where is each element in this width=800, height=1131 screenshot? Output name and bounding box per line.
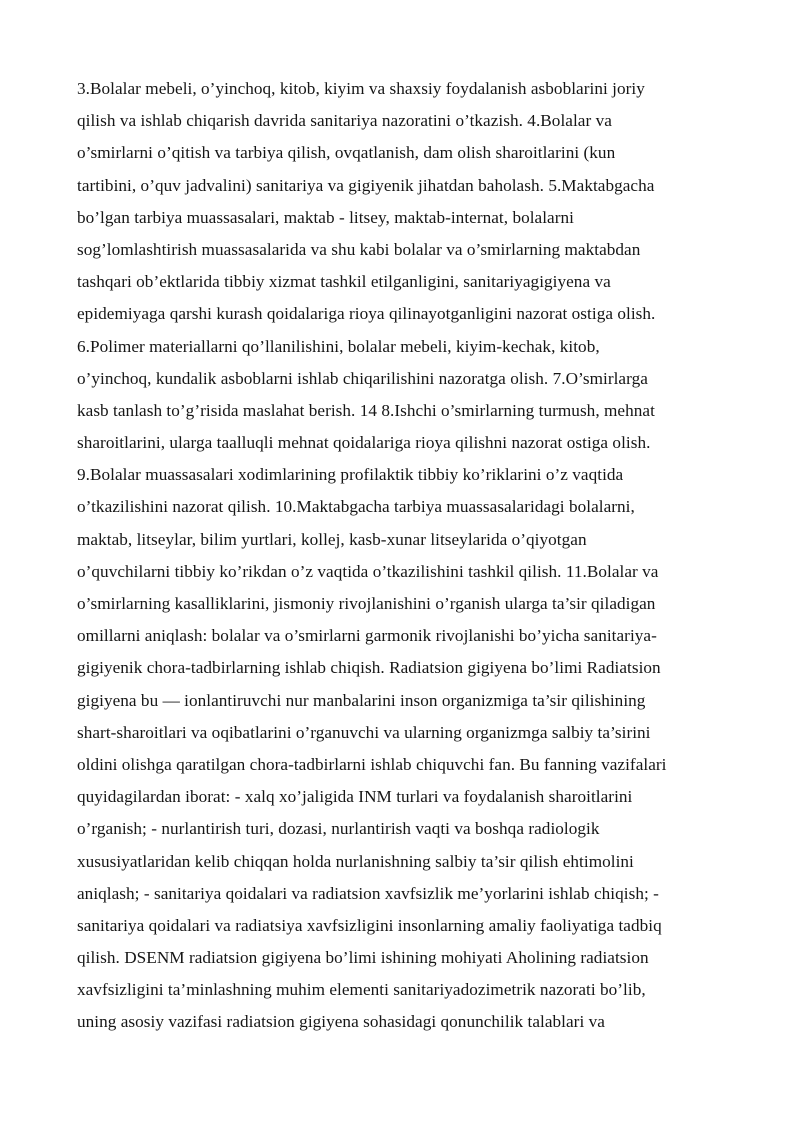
text-line: o’yinchoq, kundalik asboblarni ishlab chiqarilishini nazoratga olish. 7.O’smirlarga bbox=[77, 368, 648, 388]
text-line: o’quvchilarni tibbiy ko’rikdan o’z vaqtida o’tkazilishini tashkil qilish. 11.Bolalar va bbox=[77, 561, 659, 581]
text-line: o’smirlarni o’qitish va tarbiya qilish, ovqatlanish, dam olish sharoitlarini (kun bbox=[77, 143, 616, 163]
text-line: maktab, litseylar, bilim yurtlari, kollej, kasb-xunar litseylarida o’qiyotgan bbox=[77, 529, 587, 549]
text-line: o’smirlarning kasalliklarini, jismoniy rivojlanishini o’rganish ularga ta’sir qiladigan bbox=[77, 594, 656, 613]
text-line: shart-sharoitlari va oqibatlarini o’rganuvchi va ularning organizmga salbiy ta’sirini bbox=[77, 722, 651, 742]
text-line: omillarni aniqlash: bolalar va o’smirlarni garmonik rivojlanishi bo’yicha sanitariya- bbox=[77, 626, 657, 646]
text-line: 3.Bolalar mebeli, o’yinchoq, kitob, kiyim va shaxsiy foydalanish asboblarini joriy bbox=[77, 79, 645, 98]
text-line: aniqlash; - sanitariya qoidalari va radiatsion xavfsizlik me’yorlarini ishlab chiqish; - bbox=[77, 883, 659, 903]
text-line: sharoitlarini, ularga taalluqli mehnat qoidalariga rioya qilishni nazorat ostiga olish. bbox=[77, 433, 651, 453]
text-line: oldini olishga qaratilgan chora-tadbirlarni ishlab chiquvchi fan. Bu fanning vazifalari bbox=[77, 754, 667, 774]
text-line: gigiyenik chora-tadbirlarning ishlab chiqish. Radiatsion gigiyena bo’limi Radiatsion bbox=[77, 658, 661, 678]
text-line: sanitariya qoidalari va radiatsiya xavfsizligini insonlarning amaliy faoliyatiga tadbiq bbox=[77, 915, 662, 935]
text-line: 9.Bolalar muassasalari xodimlarining profilaktik tibbiy ko’riklarini o’z vaqtida bbox=[77, 465, 624, 485]
text-line: uning asosiy vazifasi radiatsion gigiyena sohasidagi qonunchilik talablari va bbox=[77, 1012, 605, 1032]
text-line: o’rganish; - nurlantirish turi, dozasi, nurlantirish vaqti va boshqa radiologik bbox=[77, 819, 600, 839]
text-line: bo’lgan tarbiya muassasalari, maktab - litsey, maktab-internat, bolalarni bbox=[77, 207, 574, 227]
text-line: 6.Polimer materiallarni qo’llanilishini, bolalar mebeli, kiyim-kechak, kitob, bbox=[77, 336, 600, 356]
text-line: qilish. DSENM radiatsion gigiyena bo’limi ishining mohiyati Aholining radiatsion bbox=[77, 948, 649, 968]
text-line: o’tkazilishini nazorat qilish. 10.Maktabgacha tarbiya muassasalaridagi bolalarni, bbox=[77, 497, 635, 517]
text-line: tartibini, o’quv jadvalini) sanitariya va gigiyenik jihatdan baholash. 5.Maktabgacha bbox=[77, 175, 655, 195]
text-line: xususiyatlaridan kelib chiqqan holda nurlanishning salbiy ta’sir qilish ehtimolini bbox=[77, 851, 634, 871]
text-line: kasb tanlash to’g’risida maslahat berish. 14 8.Ishchi o’smirlarning turmush, mehnat bbox=[77, 400, 655, 420]
text-line: quyidagilardan iborat: - xalq xo’jaligida INM turlari va foydalanish sharoitlarini bbox=[77, 787, 633, 807]
body-text bbox=[77, 73, 727, 1039]
text-line: qilish va ishlab chiqarish davrida sanitariya nazoratini o’tkazish. 4.Bolalar va bbox=[77, 111, 612, 131]
text-line: xavfsizligini ta’minlashning muhim elementi sanitariyadozimetrik nazorati bo’lib, bbox=[77, 980, 646, 1000]
text-line: epidemiyaga qarshi kurash qoidalariga rioya qilinayotganligini nazorat ostiga olish. bbox=[77, 304, 656, 324]
text-line: gigiyena bu — ionlantiruvchi nur manbalarini inson organizmiga ta’sir qilishining bbox=[77, 690, 646, 710]
text-line: tashqari ob’ektlarida tibbiy xizmat tashkil etilganligini, sanitariyagigiyena va bbox=[77, 272, 611, 292]
text-line: sog’lomlashtirish muassasalarida va shu kabi bolalar va o’smirlarning maktabdan bbox=[77, 239, 641, 259]
